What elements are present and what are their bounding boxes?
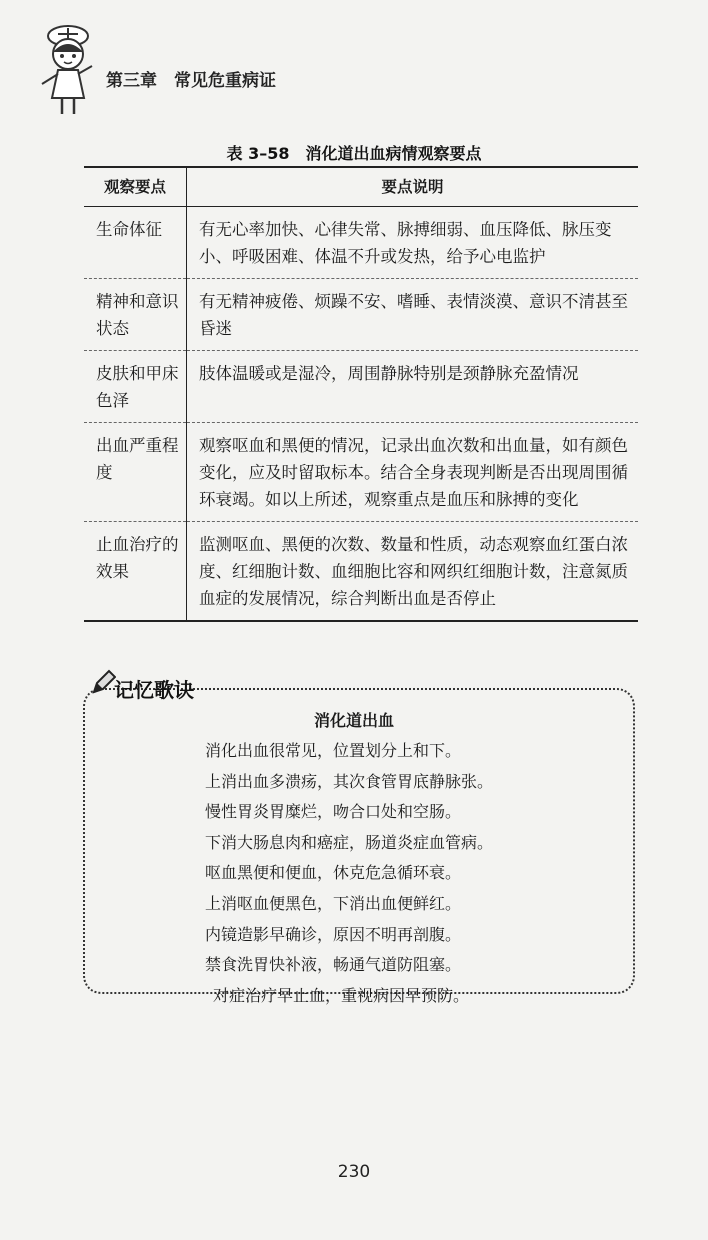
page-number: 230: [337, 1162, 371, 1182]
pencil-icon: [90, 668, 116, 696]
observation-key: 生命体征: [84, 207, 187, 279]
observation-key: 止血治疗的效果: [84, 522, 187, 622]
column-header: 观察要点: [84, 167, 187, 207]
observation-description: 监测呕血、黑便的次数、数量和性质，动态观察血红蛋白浓度、红细胞计数、血细胞比容和网织红细胞计数，注意氮质血症的发展情况，综合判断出血是否停止: [187, 522, 639, 622]
table-caption: 表 3–58 消化道出血病情观察要点: [226, 144, 482, 163]
poem-line: 上消呕血便黑色，下消出血便鲜红。: [205, 893, 462, 913]
poem-text: [205, 736, 493, 1011]
observation-key: 皮肤和甲床色泽: [84, 351, 187, 423]
poem-line: 慢性胃炎胃糜烂，吻合口处和空肠。: [205, 802, 462, 822]
poem-line: 下消大肠息肉和癌症，肠道炎症血管病。: [205, 832, 494, 852]
table-row: [84, 207, 638, 279]
poem-line: 禁食洗胃快补液，畅通气道防阻塞。: [205, 955, 462, 975]
table-row: [84, 351, 638, 423]
observation-table: [84, 166, 638, 622]
poem-line: 对症治疗早止血，重视病因早预防。: [213, 985, 470, 1005]
column-header: 要点说明: [187, 167, 639, 207]
nurse-mascot-illustration: [34, 22, 102, 118]
chapter-header: 第三章 常见危重病证: [106, 71, 276, 91]
poem-line: 上消出血多溃疡，其次食管胃底静脉张。: [205, 771, 494, 791]
observation-key: 精神和意识状态: [84, 279, 187, 351]
observation-description: 有无精神疲倦、烦躁不安、嗜睡、表情淡漠、意识不清甚至昏迷: [187, 279, 639, 351]
poem-line: 内镜造影早确诊，原因不明再剖腹。: [205, 924, 462, 944]
poem-title: 消化道出血: [313, 711, 394, 730]
observation-key: 出血严重程度: [84, 423, 187, 522]
table-header-row: [84, 167, 638, 207]
observation-description: 肢体温暖或是湿冷，周围静脉特别是颈静脉充盈情况: [187, 351, 639, 423]
table-row: [84, 279, 638, 351]
table-row: [84, 423, 638, 522]
observation-description: 有无心率加快、心律失常、脉搏细弱、血压降低、脉压变小、呼吸困难、体温不升或发热，给予心电监护: [187, 207, 639, 279]
observation-description: 观察呕血和黑便的情况，记录出血次数和出血量，如有颜色变化，应及时留取标本。结合全身表现判断是否出现周围循环衰竭。如以上所述，观察重点是血压和脉搏的变化: [187, 423, 639, 522]
table-row: [84, 522, 638, 622]
poem-line: 消化出血很常见，位置划分上和下。: [205, 741, 462, 760]
poem-line: 呕血黑便和便血，休克危急循环衰。: [205, 863, 462, 883]
mnemonic-title: 记忆歌诀: [114, 678, 194, 702]
